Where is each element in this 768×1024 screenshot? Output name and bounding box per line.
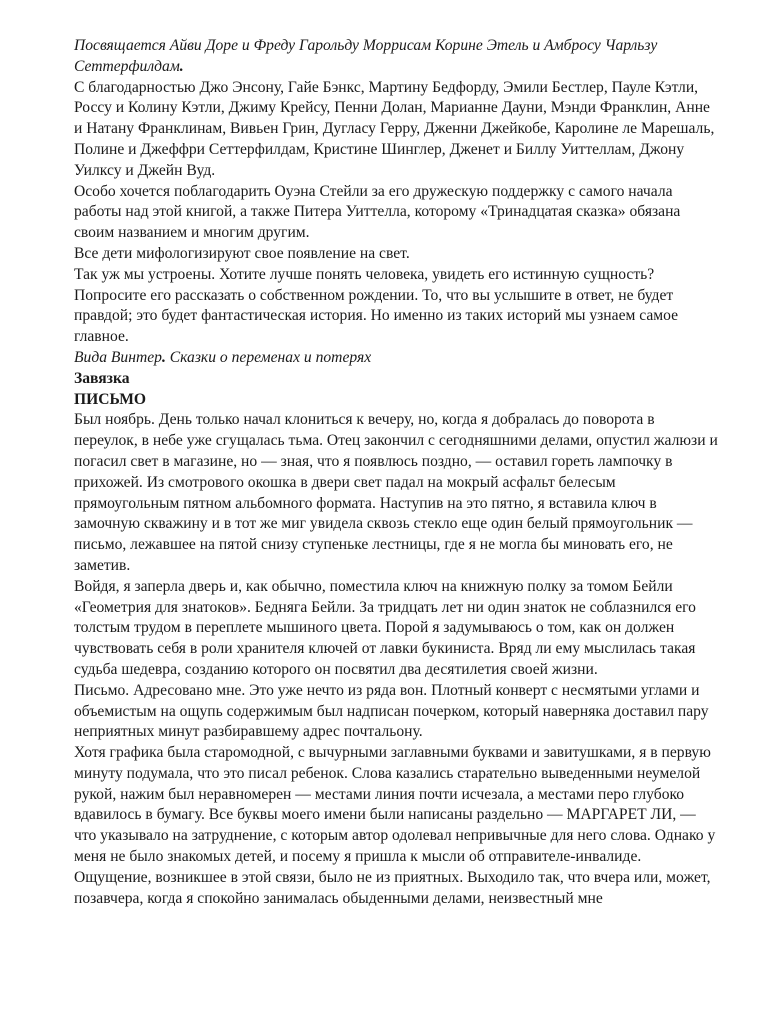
chapter-title: ПИСЬМО — [74, 390, 147, 408]
body-paragraph: Войдя, я заперла дверь и, как обычно, поместила ключ на книжную полку за томом Бейли «Геометрия для знатоков». Бедняга Бейли. За тридцать лет ни один знаток не соблазнился его толстым трудом в переплете мышиного цвета. Порой я задумываюсь о том, как он должен чувствовать себя в роли хранителя ключей от лавки букиниста. Вряд ли ему мыслилась такая судьба шедевра, созданию которого он посвятил два десятилетия своей жизни. — [74, 577, 696, 678]
body-paragraph: Ощущение, возникшее в этой связи, было не из приятных. Выходило так, что вчера или, может, позавчера, когда я спокойно занималась обыденными делами, неизвестный мне — [74, 868, 711, 907]
dedication — [74, 36, 718, 78]
body-paragraph: Письмо. Адресовано мне. Это уже нечто из ряда вон. Плотный конверт с несмятыми углами и объемистым на ощупь содержимым был надписан почерком, который наверняка доставил пару неприятных минут разбиравшему адрес почтальону. — [74, 681, 709, 741]
epigraph-author: Вида Винтер — [74, 348, 162, 366]
epigraph-dot: . — [161, 348, 170, 366]
acknowledgements-paragraph: С благодарностью Джо Энсону, Гайе Бэнкс, Мартину Бедфорду, Эмили Бестлер, Пауле Кэтли, Россу и Колину Кэтли, Джиму Крейсу, Пенни Долан, Марианне Дауни, Мэнди Франклин, Анне и Натану Франклинам, Вивьен Грин, Дугласу Герру, Дженни Джейкобе, Каролине ле Марешаль, Полине и Джеффри Сеттерфилдам, Кристине Шинглер, Дженет и Биллу Уиттеллам, Джону Уилксу и Джейн Вуд. — [74, 78, 715, 179]
epigraph-line-1: Все дети мифологизируют свое появление на свет. — [74, 244, 410, 262]
thanks-paragraph: Особо хочется поблагодарить Оуэна Стейли за его дружескую поддержку с самого начала работы над этой книгой, а также Питера Уиттелла, которому «Тринадцатая сказка» обязана своим названием и многим другим. — [74, 182, 681, 242]
epigraph-paragraph: Так уж мы устроены. Хотите лучше понять человека, увидеть его истинную сущность? Попросите его рассказать о собственном рождении. То, что вы услышите в ответ, не будет правдой; это будет фантастическая история. Но именно из таких историй мы узнаем самое главное. — [74, 265, 679, 346]
epigraph-attribution — [74, 348, 718, 369]
part-title: Завязка — [74, 369, 130, 387]
body-paragraph: Был ноябрь. День только начал клониться к вечеру, но, когда я добралась до поворота в переулок, в небе уже сгущалась тьма. Отец закончил с сегодняшними делами, опустил жалюзи и погасил свет в магазине, но — зная, что я появлюсь поздно, — оставил гореть лампочку в прихожей. Из смотрового окошка в двери свет падал на мокрый асфальт белесым прямоугольным пятном альбомного формата. Наступив на это пятно, я вставила ключ в замочную скважину и в тот же миг увидела сквозь стекло еще один белый прямоугольник — письмо, лежавшее на пятой снизу ступеньке лестницы, где я не могла бы миновать его, не заметив. — [74, 411, 718, 574]
dedication-text: Посвящается Айви Доре и Фреду Гарольду Моррисам Корине Этель и Амбросу Чарльзу Сеттерфилдам — [74, 37, 658, 75]
epigraph-source: Сказки о переменах и потерях — [169, 348, 372, 366]
dedication-period: . — [179, 57, 184, 75]
body-paragraph: Хотя графика была старомодной, с вычурными заглавными буквами и завитушками, я в первую минуту подумала, что это писал ребенок. Слова казались старательно выведенными неумелой рукой, нажим был неравномерен — местами линия почти исчезала, а местами перо глубоко вдавилось в бумагу. Все буквы моего имени были написаны раздельно — МАРГАРЕТ ЛИ, — что указывало на затруднение, с которым автор одолевал непривычные для него слова. Однако у меня не было знакомых детей, и посему я пришла к мысли об отправителе-инвалиде. — [74, 744, 716, 866]
